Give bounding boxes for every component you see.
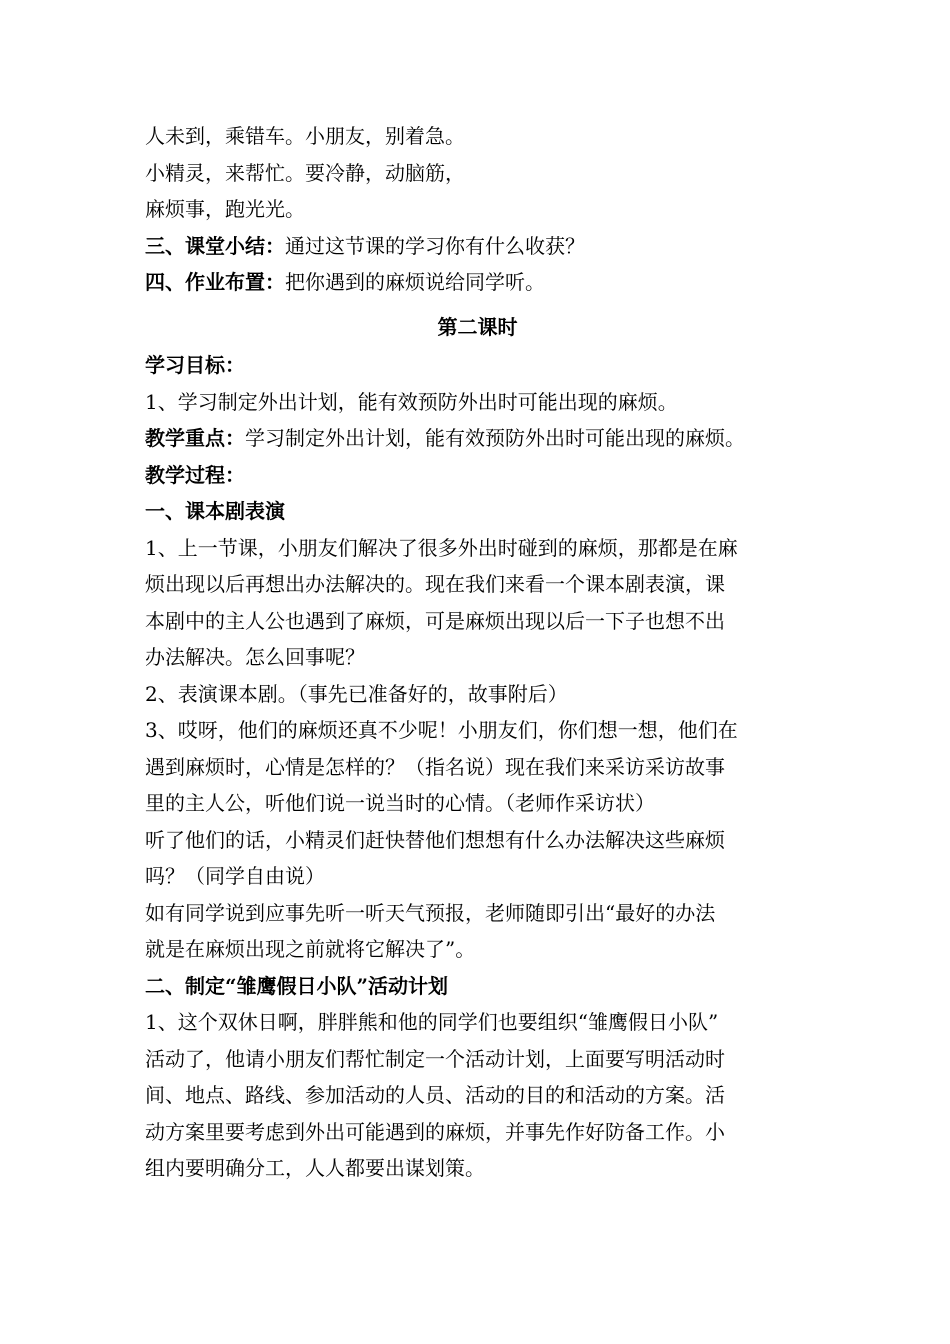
lesson-title: 第二课时: [437, 314, 518, 339]
section2-line-2: 活动了，他请小朋友们帮忙制定一个活动计划，上面要写明活动时: [145, 1046, 725, 1071]
section1-line-10: 吗？（同学自由说）: [145, 864, 325, 888]
section1-line-9: 听了他们的话，小精灵们赶快替他们想想有什么办法解决这些麻烦: [145, 827, 725, 852]
section2-line-1: 1、这个双休日啊，胖胖熊和他的同学们也要组织“雏鹰假日小队”: [145, 1010, 719, 1034]
section1-line-7: 遇到麻烦时，心情是怎样的？（指名说）现在我们来采访采访故事: [145, 754, 725, 779]
poem-line-2: 小精灵，来帮忙。要冷静，动脑筋，: [145, 160, 465, 185]
section1-line-8: 里的主人公，听他们说一说当时的心情。（老师作采访状）: [145, 791, 655, 815]
document-page: [145, 118, 810, 1187]
objectives-heading: 学习目标：: [145, 353, 245, 377]
section2-line-4: 动方案里要考虑到外出可能遇到的麻烦，并事先作好防备工作。小: [145, 1119, 725, 1144]
section1-line-6: 3、哎呀，他们的麻烦还真不少呢！小朋友们，你们想一想，他们在: [145, 718, 738, 742]
section1-line-11: 如有同学说到应事先听一听天气预报，老师随即引出“最好的办法: [145, 900, 716, 925]
summary-text: 通过这节课的学习你有什么收获？: [285, 233, 585, 258]
homework-label: 四、作业布置：: [145, 270, 285, 294]
section2-line-5: 组内要明确分工，人人都要出谋划策。: [145, 1156, 485, 1180]
homework-text: 把你遇到的麻烦说给同学听。: [285, 270, 545, 294]
section2-heading: 二、制定“雏鹰假日小队”活动计划: [145, 973, 449, 998]
poem-line-1: 人未到，乘错车。小朋友，别着急。: [145, 124, 465, 148]
poem-line-3: 麻烦事，跑光光。: [145, 197, 305, 221]
key-point-paragraph: [145, 420, 810, 457]
section2-line-3: 间、地点、路线、参加活动的人员、活动的目的和活动的方案。活: [145, 1083, 725, 1107]
summary-label: 三、课堂小结：: [145, 233, 285, 258]
section1-line-2: 烦出现以后再想出办法解决的。现在我们来看一个课本剧表演，课: [145, 572, 725, 596]
section1-line-1: 1、上一节课，小朋友们解决了很多外出时碰到的麻烦，那都是在麻: [145, 535, 738, 560]
homework-paragraph: [145, 264, 810, 301]
section1-line-12: 就是在麻烦出现之前就将它解决了”。: [145, 937, 476, 961]
key-point-label: 教学重点：: [145, 426, 245, 450]
summary-paragraph: [145, 228, 810, 265]
section1-line-4: 办法解决。怎么回事呢？: [145, 645, 365, 669]
section1-line-3: 本剧中的主人公也遇到了麻烦，可是麻烦出现以后一下子也想不出: [145, 608, 725, 633]
section1-line-5: 2、表演课本剧。（事先已准备好的，故事附后）: [145, 681, 568, 706]
section1-heading: 一、课本剧表演: [145, 499, 285, 523]
objective-item-1: 1、学习制定外出计划，能有效预防外出时可能出现的麻烦。: [145, 389, 678, 414]
key-point-text: 学习制定外出计划，能有效预防外出时可能出现的麻烦。: [245, 426, 745, 450]
process-heading: 教学过程：: [145, 462, 245, 487]
